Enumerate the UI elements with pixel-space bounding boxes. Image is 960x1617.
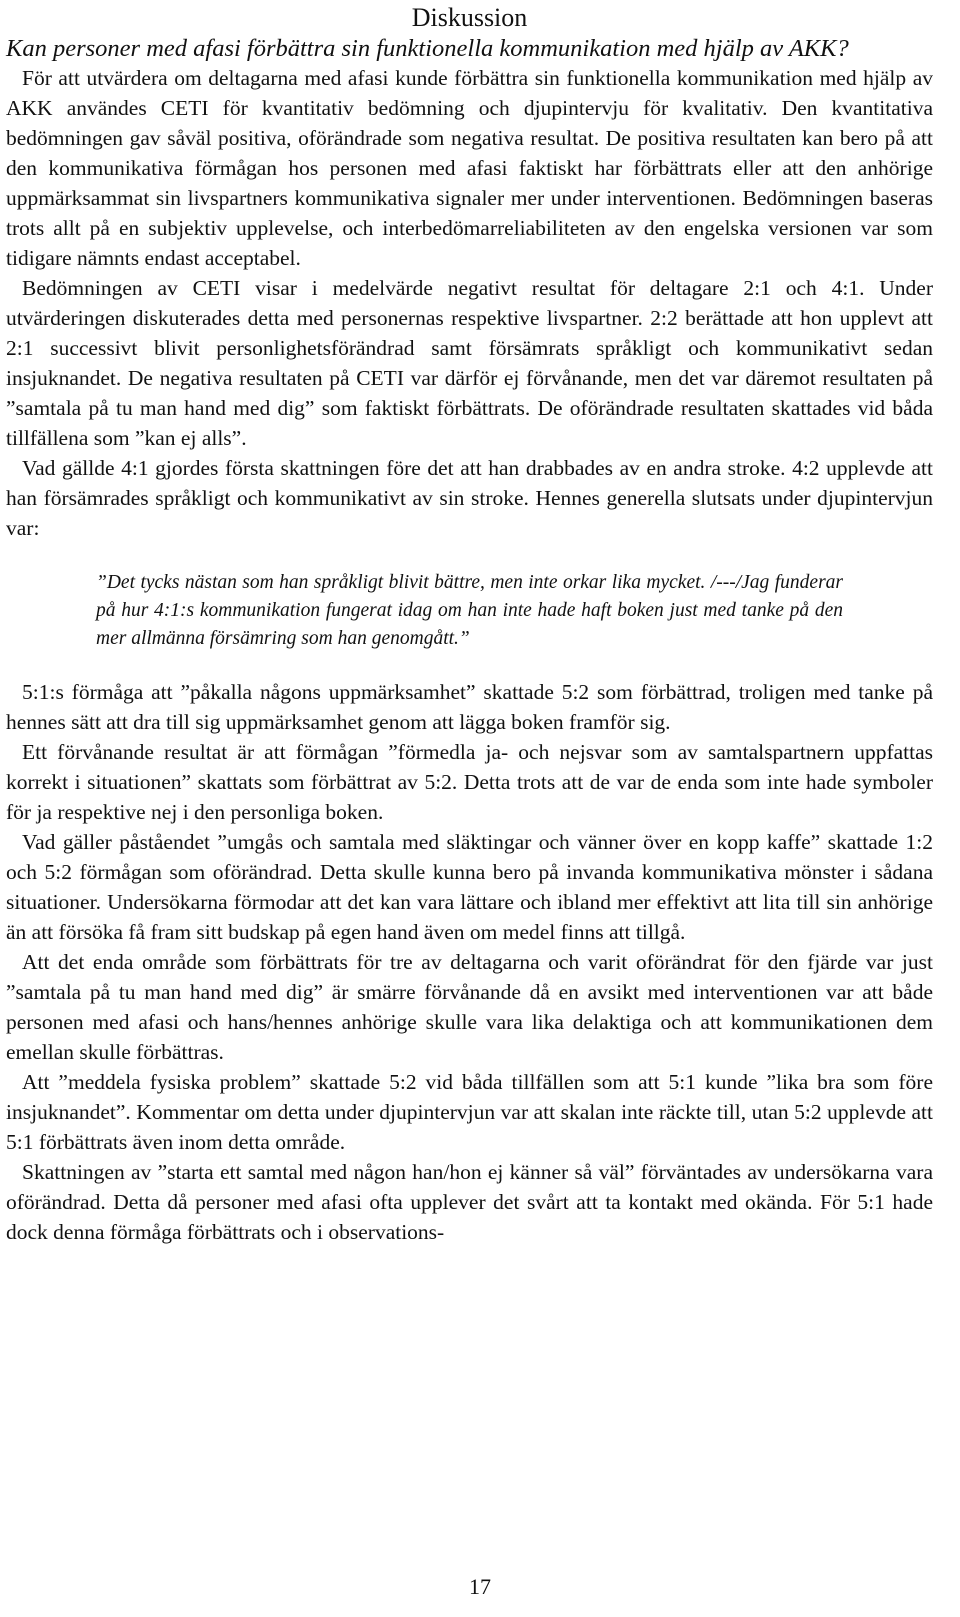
page-number: 17 xyxy=(469,1574,491,1599)
section-heading: Diskussion xyxy=(411,3,528,32)
interview-quote: ”Det tycks nästan som han språkligt blivit bättre, men inte orkar lika mycket. /---/Jag funderar på hur 4:1:s kommunikation fungerat idag om han inte hade haft boken just med tanke på den mer allmänna försämring som han genomgått.” xyxy=(96,572,843,649)
paragraph: Att det enda område som förbättrats för tre av deltagarna och varit oförändrat för den fjärde var just ”samtala på tu man hand med dig” är smärre förvånande då en avsikt med interventionen var att både personen med afasi och hans/hennes anhörige skulle vara lika delaktiga och att kommunikationen dem emellan skulle förbättras. xyxy=(6,950,933,1064)
paragraph: 5:1:s förmåga att ”påkalla någons uppmärksamhet” skattade 5:2 som förbättrad, troligen med tanke på hennes sätt att dra till sig uppmärksamhet genom att lägga boken framför sig. xyxy=(6,680,933,734)
paragraph: Vad gällde 4:1 gjordes första skattningen före det att han drabbades av en andra stroke. 4:2 upplevde att han försämrades språkligt och kommunikativt av sin stroke. Hennes generella slutsats under djupintervjun var: xyxy=(6,456,933,540)
paragraph: Ett förvånande resultat är att förmågan ”förmedla ja- och nejsvar som av samtalspartnern uppfattas korrekt i situationen” skattats som förbättrat av 5:2. Detta trots att de var de enda som inte hade symboler för ja respektive nej i den personliga boken. xyxy=(6,740,933,824)
paragraph: Skattningen av ”starta ett samtal med någon han/hon ej känner så väl” förväntades av undersökarna vara oförändrad. Detta då personer med afasi ofta upplever det svårt att ta kontakt med okända. För 5:1 hade dock denna förmåga förbättrats och i observations- xyxy=(6,1160,933,1244)
paragraph: Vad gäller påståendet ”umgås och samtala med släktingar och vänner över en kopp kaffe” skattade 1:2 och 5:2 förmågan som oförändrad. Detta skulle kunna bero på invanda kommunikativa mönster i sådana situationer. Undersökarna förmodar att det kan vara lättare och ibland mer effektivt att lita till sin anhörige än att försöka få fram sitt budskap på egen hand även om medel finns att tillgå. xyxy=(6,830,933,944)
paragraph: Att ”meddela fysiska problem” skattade 5:2 vid båda tillfällen som att 5:1 kunde ”lika bra som före insjuknandet”. Kommentar om detta under djupintervjun var att skalan inte räckte till, utan 5:2 upplevde att 5:1 förbättrats även inom detta område. xyxy=(6,1070,933,1154)
research-question-heading: Kan personer med afasi förbättra sin funktionella kommunikation med hjälp av AKK? xyxy=(6,35,849,62)
paragraph: Bedömningen av CETI visar i medelvärde negativt resultat för deltagare 2:1 och 4:1. Under utvärderingen diskuterades detta med personernas respektive livspartner. 2:2 berättade att hon upplevt att 2:1 successivt blivit personlighetsförändrad samt försämrats språkligt och kommunikativt sedan insjuknandet. De negativa resultaten på CETI var därför ej förvånande, men det var däremot resultaten på ”samtala på tu man hand med dig” som faktiskt förbättrats. De oförändrade resultaten skattades vid båda tillfällena som ”kan ej alls”. xyxy=(6,276,933,450)
paragraph: För att utvärdera om deltagarna med afasi kunde förbättra sin funktionella kommunikation med hjälp av AKK användes CETI för kvantitativ bedömning och djupintervju för kvalitativ. Den kvantitativa bedömningen gav såväl positiva, oförändrade som negativa resultat. De positiva resultaten kan bero på att den kommunikativa förmågan hos personen med afasi faktiskt har förbättrats eller att den anhörige uppmärksammat sin livspartners kommunikativa signaler mer under interventionen. Bedömningen baseras trots allt på en subjektiv upplevelse, och interbedömarreliabiliteten av den engelska versionen var som tidigare nämnts endast acceptabel. xyxy=(6,66,933,270)
